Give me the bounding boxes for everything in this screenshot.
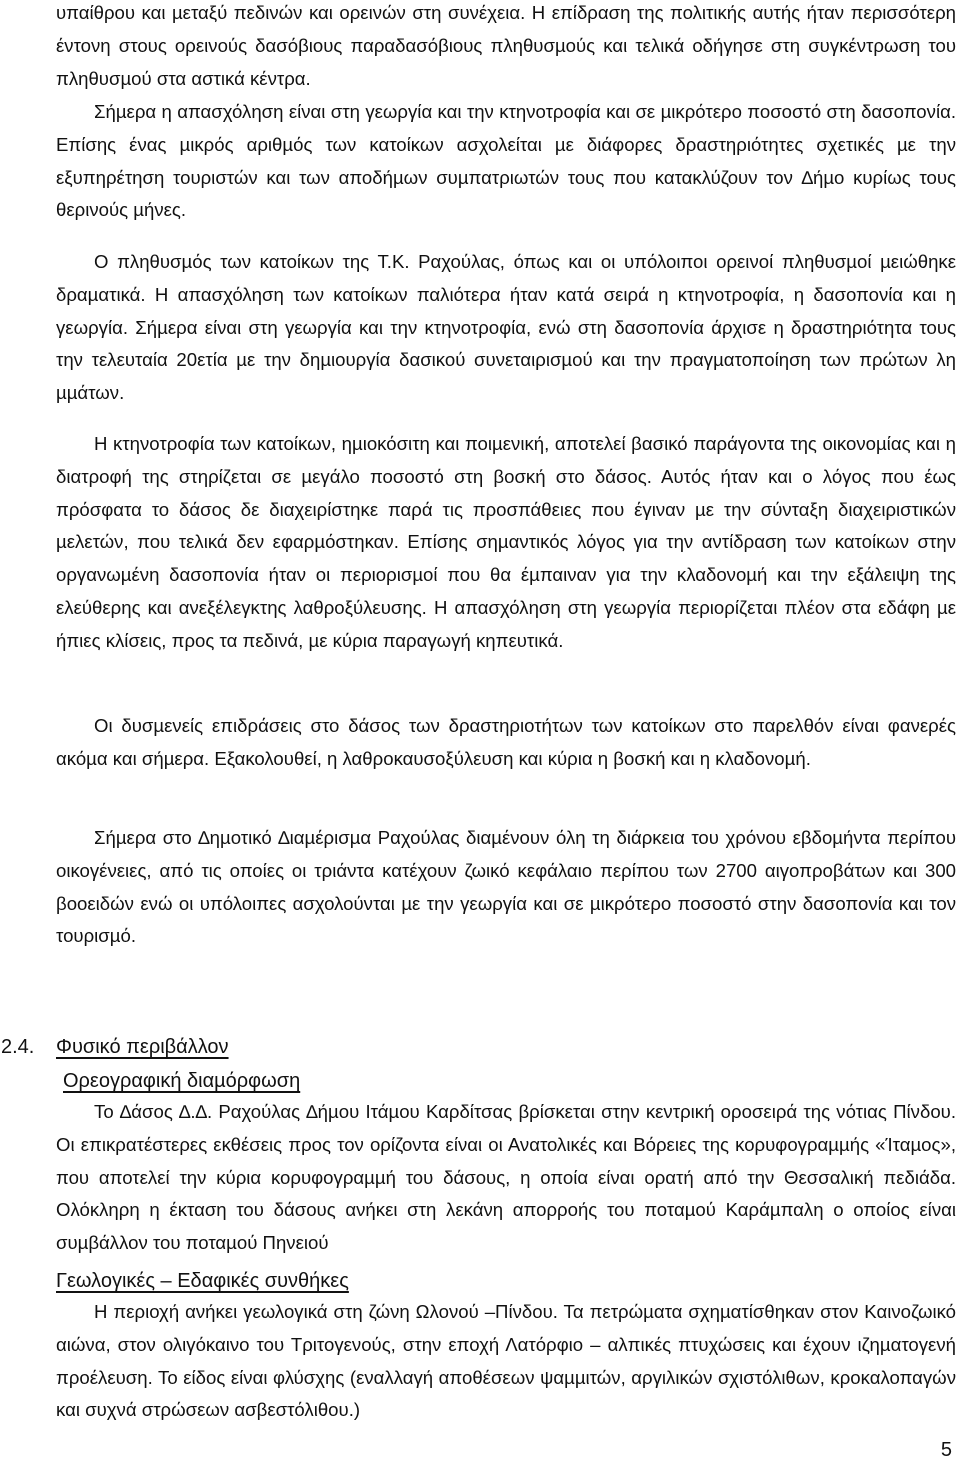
subheading-orography: Ορεογραφική διαµόρφωση — [63, 1070, 301, 1092]
paragraph-residents-today: Σήµερα στο ∆ηµοτικό ∆ιαµέρισµα Ραχούλας διαµένουν όλη τη διάρκεια του χρόνου εβδοµήντα περίπου οικογένειες, από τις οποίες οι τριάντα κατέχουν ζωικό κεφάλαιο περίπου των 2700 αιγοπροβάτων και 300 βοοειδών ενώ οι υπόλοιπες ασχολούνται µε την γεωργία και σε µικρότερο ποσοστό στην δασοπονία και τον τουρισµό. — [56, 827, 956, 947]
paragraph-rachoula-population: Ο πληθυσµός των κατοίκων της Τ.Κ. Ραχούλας, όπως και οι υπόλοιποι ορεινοί πληθυσµοί µειώθηκε δραµατικά. Η απασχόληση των κατοίκων παλιότερα ήταν κατά σειρά η κτηνοτροφία, η δασοπονία και η γεωργία. Σήµερα είναι στη γεωργία και την κτηνοτροφία, ενώ στη δασοπονία άρχισε η δραστηριότητα τους την τελευταία 20ετία µε την δηµιουργία δασικού συνεταιρισµού και την πραγµατοποίηση των πρώτων λη µµάτων. — [56, 251, 956, 404]
paragraph-geology: Η περιοχή ανήκει γεωλογικά στη ζώνη Ωλονού –Πίνδου. Τα πετρώµατα σχηµατίσθηκαν στον Καινοζωικό αιώνα, στον ολιγόκαινο του Τριτογενούς, στην εποχή Λατόρφιο – αλπικές πτυχώσεις και έχουν ιζηµατογενή προέλευση. Το είδος είναι φλύσχης (εναλλαγή αποθέσεων ψαµµιτών, αργιλικών σχιστόλιθων, κροκαλοπαγών και συχνά στρώσεων ασβεστόλιθου.) — [56, 1301, 956, 1421]
paragraph-adverse-effects: Οι δυσµενείς επιδράσεις στο δάσος των δραστηριοτήτων των κατοίκων στο παρελθόν είναι φανερές ακόµα και σήµερα. Εξακολουθεί, η λαθροκαυσοξύλευση και κύρια η βοσκή και η κλαδονοµή. — [56, 715, 956, 769]
paragraph-population-policy: υπαίθρου και µεταξύ πεδινών και ορεινών στη συνέχεια. Η επίδραση της πολιτικής αυτής ήταν περισσότερη έντονη στους ορεινούς δασόβιους παραδασόβιους πληθυσµούς και τελικά οδήγησε στη συγκέντρωση του πληθυσµού στα αστικά κέντρα. — [56, 2, 956, 89]
paragraph-forest-location: Το ∆άσος ∆.∆. Ραχούλας ∆ήµου Ιτάµου Καρδίτσας βρίσκεται στην κεντρική οροσειρά της νότιας Πίνδου. Οι επικρατέστερες εκθέσεις προς τον ορίζοντα είναι οι Ανατολικές και Βόρειες της κορυφογραµµής «Ίταµος», που αποτελεί την κύρια κορυφογραµµή του δάσους, η οποία είναι ορατή από την Θεσσαλική πεδιάδα. Ολόκληρη η έκταση του δάσους ανήκει στη λεκάνη απορροής του ποταµού Καράµπαλη ο οποίος είναι συµβάλλον του ποταµού Πηνειού — [56, 1101, 956, 1254]
subheading-geology: Γεωλογικές – Εδαφικές συνθήκες — [56, 1270, 349, 1292]
paragraph-livestock: Η κτηνοτροφία των κατοίκων, ηµιοκόσιτη και ποιµενική, αποτελεί βασικό παράγοντα της οικονοµίας και η διατροφή της στηρίζεται σε µεγάλο ποσοστό στη βοσκή στο δάσος. Αυτός ήταν και ο λόγος που έως πρόσφατα το δάσος δε διαχειρίστηκε παρά τις προσπάθειες που έγιναν µε την σύνταξη διαχειριστικών µελετών, που τελικά δεν εφαρµόστηκαν. Επίσης σηµαντικός λόγος για την αντίδραση των κατοίκων στην οργανωµένη δασοπονία ήταν οι περιορισµοί που θα έµπαιναν για την κλαδονοµή και την εξάλειψη της ελεύθερης και ανεξέλεγκτης λαθροξύλευσης. Η απασχόληση στη γεωργία περιορίζεται πλέον στα εδάφη µε ήπιες κλίσεις, προς τα πεδινά, µε κύρια παραγωγή κηπευτικά. — [56, 433, 956, 651]
paragraph-employment-today: Σήµερα η απασχόληση είναι στη γεωργία και την κτηνοτροφία και σε µικρότερο ποσοστό στη δασοπονία. Επίσης ένας µικρός αριθµός των κατοίκων ασχολείται µε διάφορες δραστηριότητες σχετικές µε την εξυπηρέτηση τουριστών και των αποδήµων συµπατριωτών τους που κατακλύζουν τον ∆ήµο κυρίως τους θερινούς µήνες. — [56, 101, 956, 221]
section-number: 2.4. — [1, 1036, 35, 1058]
page-number: 5 — [940, 1439, 952, 1461]
section-title: Φυσικό περιβάλλον — [56, 1036, 229, 1058]
